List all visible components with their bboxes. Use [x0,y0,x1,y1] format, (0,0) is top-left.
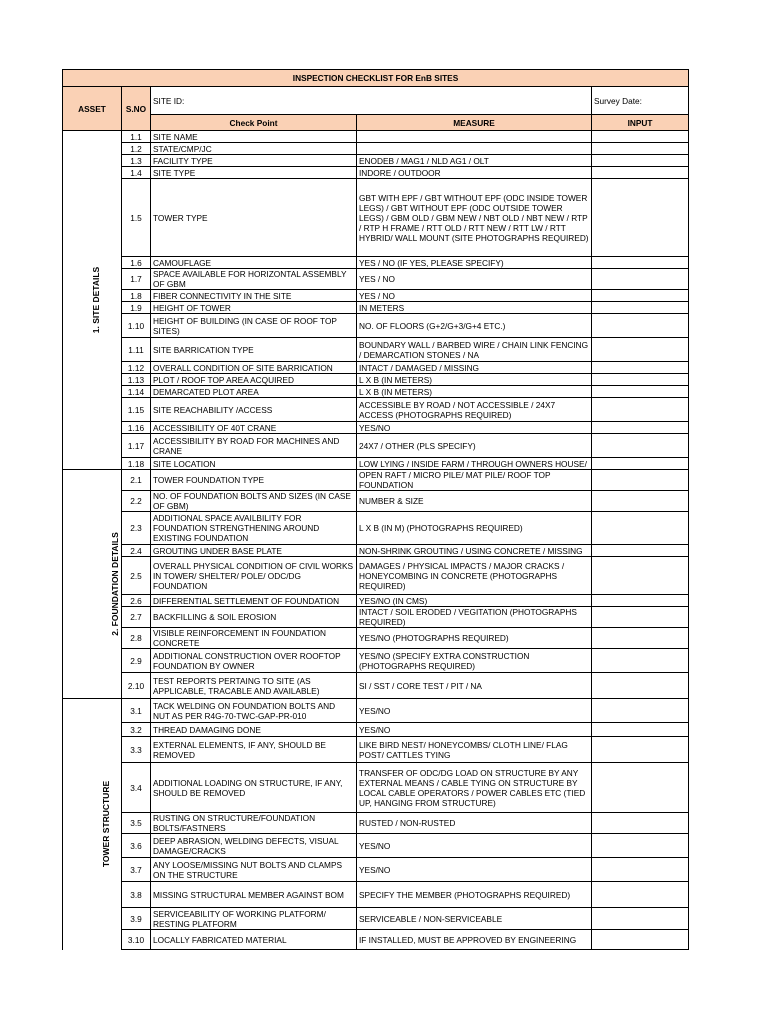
checklist-row [63,167,689,179]
checklist-row [63,763,689,813]
input-cell[interactable] [592,491,689,512]
checklist-row [63,813,689,834]
checklist-row [63,434,689,458]
input-cell[interactable] [592,908,689,930]
measure-cell: IF INSTALLED, MUST BE APPROVED BY ENGINEERING [357,930,592,950]
measure-cell: IN METERS [357,302,592,314]
checklist-row [63,143,689,155]
checklist-row [63,834,689,858]
check-point-cell: TOWER FOUNDATION TYPE [151,470,357,491]
input-cell[interactable] [592,834,689,858]
check-point-cell: DEMARCATED PLOT AREA [151,386,357,398]
measure-cell [357,131,592,143]
row-sno: 1.4 [122,167,151,179]
measure-cell [357,143,592,155]
checklist-row [63,673,689,699]
check-point-cell: SITE LOCATION [151,458,357,470]
check-point-cell: OVERALL CONDITION OF SITE BARRICATION [151,362,357,374]
row-sno: 1.14 [122,386,151,398]
row-sno: 3.5 [122,813,151,834]
check-point-cell: ACCESSIBILITY OF 40T CRANE [151,422,357,434]
row-sno: 1.13 [122,374,151,386]
measure-cell: ENODEB / MAG1 / NLD AG1 / OLT [357,155,592,167]
checklist-row [63,398,689,422]
input-cell[interactable] [592,398,689,422]
check-point-cell: FACILITY TYPE [151,155,357,167]
input-cell[interactable] [592,813,689,834]
row-sno: 1.18 [122,458,151,470]
section-name: 1. SITE DETAILS [91,266,102,334]
row-sno: 1.7 [122,269,151,290]
checklist-row [63,491,689,512]
row-sno: 3.1 [122,699,151,723]
check-point-cell: TEST REPORTS PERTAING TO SITE (AS APPLICABLE, TRACABLE AND AVAILABLE) [151,673,357,699]
checklist-row [63,723,689,737]
checklist-row [63,557,689,595]
measure-cell: RUSTED / NON-RUSTED [357,813,592,834]
input-cell[interactable] [592,512,689,545]
check-point-cell: VISIBLE REINFORCEMENT IN FOUNDATION CONCRETE [151,628,357,649]
checklist-row [63,512,689,545]
row-sno: 2.5 [122,557,151,595]
checklist-row [63,628,689,649]
row-sno: 1.1 [122,131,151,143]
input-cell[interactable] [592,882,689,908]
checklist-row [63,737,689,763]
input-cell[interactable] [592,673,689,699]
row-sno: 1.8 [122,290,151,302]
row-sno: 3.4 [122,763,151,813]
row-sno: 2.7 [122,607,151,628]
row-sno: 2.4 [122,545,151,557]
check-point-cell: ADDITIONAL CONSTRUCTION OVER ROOFTOP FOUNDATION BY OWNER [151,649,357,673]
checklist-row [63,338,689,362]
measure-cell: INTACT / SOIL ERODED / VEGITATION (PHOTOGRAPHS REQUIRED) [357,607,592,628]
row-sno: 1.5 [122,179,151,257]
checklist-row [63,882,689,908]
input-cell[interactable] [592,155,689,167]
input-cell[interactable] [592,290,689,302]
checklist-row [63,362,689,374]
row-sno: 3.3 [122,737,151,763]
checklist-table [62,69,689,950]
checklist-row [63,314,689,338]
input-cell[interactable] [592,374,689,386]
row-sno: 2.9 [122,649,151,673]
measure-header: MEASURE [357,115,592,131]
input-cell[interactable] [592,545,689,557]
input-header: INPUT [592,115,689,131]
measure-cell: INTACT / DAMAGED / MISSING [357,362,592,374]
row-sno: 2.8 [122,628,151,649]
check-point-cell: NO. OF FOUNDATION BOLTS AND SIZES (IN CASE OF GBM) [151,491,357,512]
input-cell[interactable] [592,557,689,595]
measure-cell: L X B (IN METERS) [357,374,592,386]
section-name: 2. FOUNDATION DETAILS [109,532,120,636]
measure-cell: ACCESSIBLE BY ROAD / NOT ACCESSIBLE / 24X7 ACCESS (PHOTOGRAPHS REQUIRED) [357,398,592,422]
check-point-cell: OVERALL PHYSICAL CONDITION OF CIVIL WORKS IN TOWER/ SHELTER/ POLE/ ODC/DG FOUNDATION [151,557,357,595]
site-id-field[interactable]: SITE ID: [151,87,592,115]
checklist-sheet [62,69,688,950]
input-cell[interactable] [592,434,689,458]
row-sno: 1.6 [122,257,151,269]
input-cell[interactable] [592,607,689,628]
check-point-header: Check Point [151,115,357,131]
checklist-row [63,269,689,290]
row-sno: 3.6 [122,834,151,858]
check-point-cell: DEEP ABRASION, WELDING DEFECTS, VISUAL DAMAGE/CRACKS [151,834,357,858]
check-point-cell: SITE REACHABILITY /ACCESS [151,398,357,422]
checklist-row [63,930,689,950]
sheet-title: INSPECTION CHECKLIST FOR EnB SITES [63,70,689,87]
check-point-cell: TOWER TYPE [151,179,357,257]
checklist-row [63,607,689,628]
input-cell[interactable] [592,458,689,470]
input-cell[interactable] [592,628,689,649]
input-cell[interactable] [592,269,689,290]
input-cell[interactable] [592,595,689,607]
checklist-row [63,858,689,882]
row-sno: 3.8 [122,882,151,908]
checklist-row [63,458,689,470]
row-sno: 1.10 [122,314,151,338]
checklist-row [63,595,689,607]
measure-cell: BOUNDARY WALL / BARBED WIRE / CHAIN LINK FENCING / DEMARCATION STONES / NA [357,338,592,362]
measure-cell: L X B (IN METERS) [357,386,592,398]
measure-cell: YES/NO [357,422,592,434]
input-cell[interactable] [592,386,689,398]
row-sno: 1.17 [122,434,151,458]
measure-cell: LIKE BIRD NEST/ HONEYCOMBS/ CLOTH LINE/ FLAG POST/ CATTLES TYING [357,737,592,763]
row-sno: 2.3 [122,512,151,545]
section-label-site-details [63,131,122,470]
check-point-cell: PLOT / ROOF TOP AREA ACQUIRED [151,374,357,386]
check-point-cell: RUSTING ON STRUCTURE/FOUNDATION BOLTS/FASTNERS [151,813,357,834]
measure-cell: LOW LYING / INSIDE FARM / THROUGH OWNERS HOUSE/ [357,458,592,470]
measure-cell: GBT WITH EPF / GBT WITHOUT EPF (ODC INSIDE TOWER LEGS) / GBT WITHOUT EPF (ODC OUTSIDE TOWER LEGS) / GBM OLD / GBM NEW / NBT OLD / NBT NEW / RTP / RTP H FRAME / RTT OLD / RTT NEW / RTT LW / RTT HYBRID/ WALL MOUNT (SITE PHOTOGRAPHS REQUIRED) [357,179,592,257]
check-point-cell: LOCALLY FABRICATED MATERIAL [151,930,357,950]
input-cell[interactable] [592,699,689,723]
measure-cell: NO. OF FLOORS (G+2/G+3/G+4 ETC.) [357,314,592,338]
checklist-row [63,131,689,143]
input-cell[interactable] [592,257,689,269]
check-point-cell: ACCESSIBILITY BY ROAD FOR MACHINES AND CRANE [151,434,357,458]
measure-cell: YES / NO [357,290,592,302]
checklist-row [63,374,689,386]
measure-cell: SI / SST / CORE TEST / PIT / NA [357,673,592,699]
measure-cell: YES/NO [357,834,592,858]
row-sno: 2.6 [122,595,151,607]
check-point-cell: CAMOUFLAGE [151,257,357,269]
measure-cell: YES/NO (IN CMS) [357,595,592,607]
row-sno: 2.2 [122,491,151,512]
checklist-row [63,545,689,557]
row-sno: 3.9 [122,908,151,930]
check-point-cell: SITE TYPE [151,167,357,179]
row-sno: 1.11 [122,338,151,362]
input-cell[interactable] [592,763,689,813]
row-sno: 1.12 [122,362,151,374]
checklist-row [63,290,689,302]
check-point-cell: SERVICEABILITY OF WORKING PLATFORM/ RESTING PLATFORM [151,908,357,930]
input-cell[interactable] [592,723,689,737]
checklist-row [63,908,689,930]
section-name: TOWER STRUCTURE [101,781,112,868]
measure-cell: YES / NO [357,269,592,290]
checklist-row [63,179,689,257]
check-point-cell: ANY LOOSE/MISSING NUT BOLTS AND CLAMPS ON THE STRUCTURE [151,858,357,882]
measure-cell: OPEN RAFT / MICRO PILE/ MAT PILE/ ROOF TOP FOUNDATION [357,470,592,491]
row-sno: 1.9 [122,302,151,314]
measure-cell: SPECIFY THE MEMBER (PHOTOGRAPHS REQUIRED) [357,882,592,908]
check-point-cell: MISSING STRUCTURAL MEMBER AGAINST BOM [151,882,357,908]
row-sno: 1.16 [122,422,151,434]
checklist-row [63,699,689,723]
section-label-tower-structure [63,699,122,950]
measure-cell: TRANSFER OF ODC/DG LOAD ON STRUCTURE BY ANY EXTERNAL MEANS / CABLE TYING ON STRUCTURE BY LOCAL CABLE OPERATORS / POWER CABLES ETC (TIED UP, HANGING FROM STRUCTURE) [357,763,592,813]
measure-cell: SERVICEABLE / NON-SERVICEABLE [357,908,592,930]
check-point-cell: SITE BARRICATION TYPE [151,338,357,362]
row-sno: 1.3 [122,155,151,167]
measure-cell: INDORE / OUTDOOR [357,167,592,179]
row-sno: 1.2 [122,143,151,155]
measure-cell: YES / NO (IF YES, PLEASE SPECIFY) [357,257,592,269]
measure-cell: YES/NO [357,858,592,882]
measure-cell: 24X7 / OTHER (PLS SPECIFY) [357,434,592,458]
row-sno: 2.1 [122,470,151,491]
input-cell[interactable] [592,737,689,763]
measure-cell: DAMAGES / PHYSICAL IMPACTS / MAJOR CRACKS / HONEYCOMBING IN CONCRETE (PHOTOGRAPHS REQUIRED) [357,557,592,595]
check-point-cell: ADDITIONAL SPACE AVAILBILITY FOR FOUNDATION STRENGTHENING AROUND EXISTING FOUNDATION [151,512,357,545]
sno-header: S.NO [122,87,151,131]
check-point-cell: HEIGHT OF TOWER [151,302,357,314]
check-point-cell: TACK WELDING ON FOUNDATION BOLTS AND NUT AS PER R4G-70-TWC-GAP-PR-010 [151,699,357,723]
input-cell[interactable] [592,338,689,362]
row-sno: 3.10 [122,930,151,950]
measure-cell: L X B (IN M) (PHOTOGRAPHS REQUIRED) [357,512,592,545]
check-point-cell: THREAD DAMAGING DONE [151,723,357,737]
measure-cell: NON-SHRINK GROUTING / USING CONCRETE / MISSING [357,545,592,557]
checklist-row [63,649,689,673]
input-cell[interactable] [592,858,689,882]
row-sno: 3.2 [122,723,151,737]
check-point-cell: EXTERNAL ELEMENTS, IF ANY, SHOULD BE REMOVED [151,737,357,763]
measure-cell: YES/NO [357,723,592,737]
input-cell[interactable] [592,143,689,155]
measure-cell: NUMBER & SIZE [357,491,592,512]
row-sno: 2.10 [122,673,151,699]
row-sno: 3.7 [122,858,151,882]
checklist-row [63,422,689,434]
input-cell[interactable] [592,314,689,338]
measure-cell: YES/NO (PHOTOGRAPHS REQUIRED) [357,628,592,649]
check-point-cell: SPACE AVAILABLE FOR HORIZONTAL ASSEMBLY OF GBM [151,269,357,290]
input-cell[interactable] [592,302,689,314]
check-point-cell: ADDITIONAL LOADING ON STRUCTURE, IF ANY, SHOULD BE REMOVED [151,763,357,813]
checklist-row [63,302,689,314]
check-point-cell: GROUTING UNDER BASE PLATE [151,545,357,557]
checklist-row [63,257,689,269]
input-cell[interactable] [592,422,689,434]
input-cell[interactable] [592,362,689,374]
input-cell[interactable] [592,131,689,143]
checklist-row [63,470,689,491]
check-point-cell: DIFFERENTIAL SETTLEMENT OF FOUNDATION [151,595,357,607]
check-point-cell: STATE/CMP/JC [151,143,357,155]
section-label-foundation-details [63,470,122,699]
measure-cell: YES/NO (SPECIFY EXTRA CONSTRUCTION (PHOTOGRAPHS REQUIRED) [357,649,592,673]
checklist-row [63,155,689,167]
checklist-row [63,386,689,398]
input-cell[interactable] [592,649,689,673]
input-cell[interactable] [592,167,689,179]
measure-cell: YES/NO [357,699,592,723]
check-point-cell: BACKFILLING & SOIL EROSION [151,607,357,628]
asset-header: ASSET [63,87,122,131]
check-point-cell: HEIGHT OF BUILDING (IN CASE OF ROOF TOP SITES) [151,314,357,338]
survey-date-field[interactable]: Survey Date: [592,87,689,115]
input-cell[interactable] [592,930,689,950]
check-point-cell: FIBER CONNECTIVITY IN THE SITE [151,290,357,302]
row-sno: 1.15 [122,398,151,422]
input-cell[interactable] [592,179,689,257]
input-cell[interactable] [592,470,689,491]
check-point-cell: SITE NAME [151,131,357,143]
